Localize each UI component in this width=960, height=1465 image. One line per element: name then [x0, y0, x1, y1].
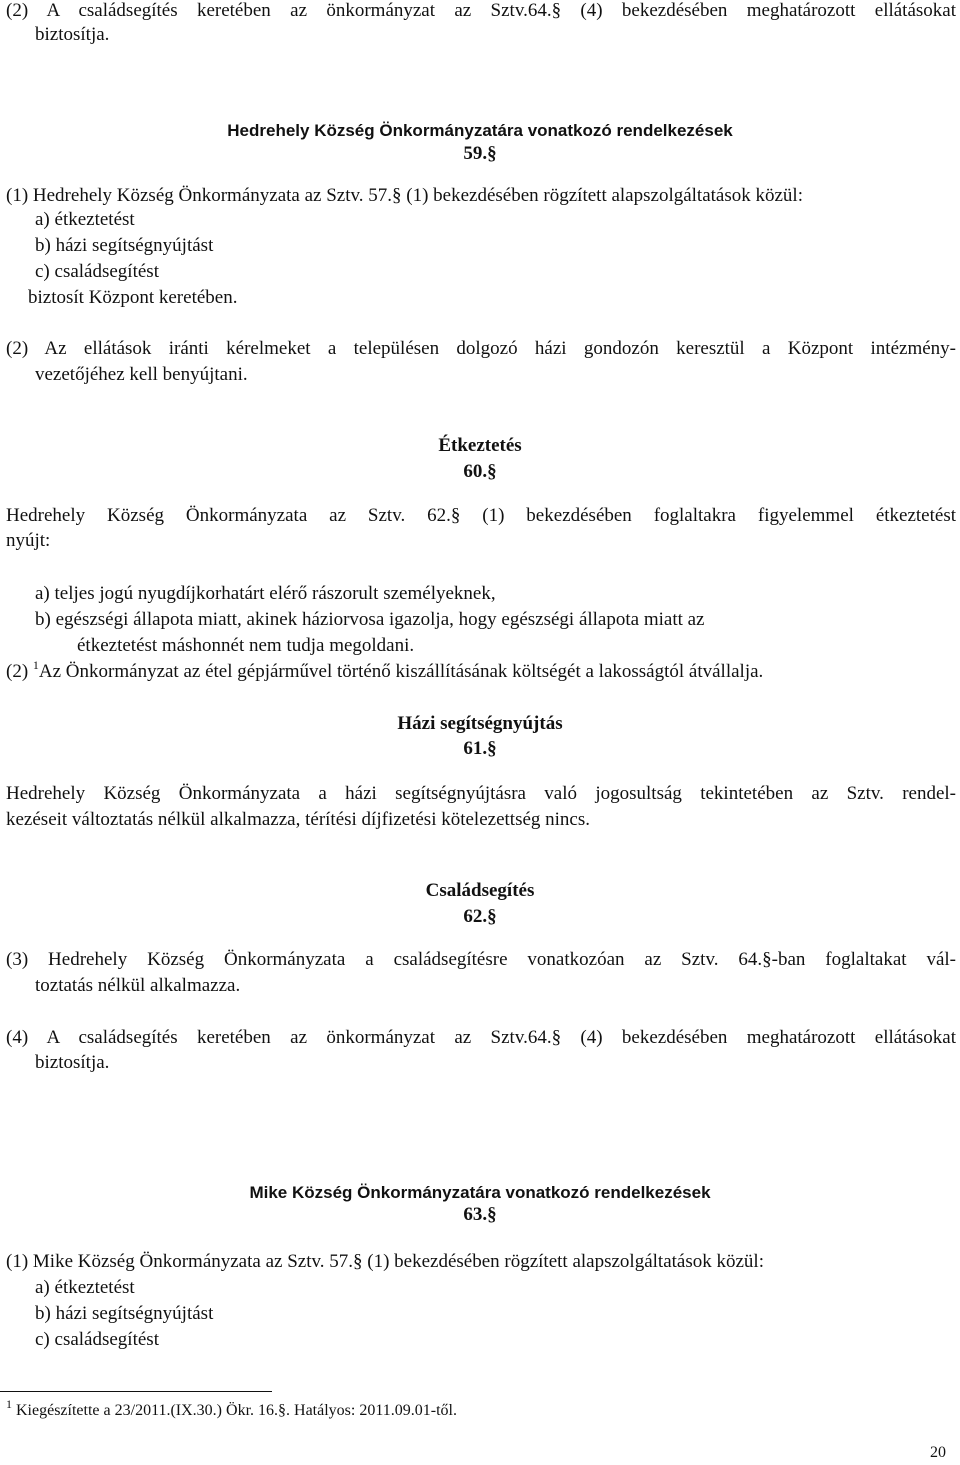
subsection-title: Házi segítségnyújtás	[397, 713, 563, 734]
list-item: b) egészségi állapota miatt, akinek háziorvosa igazolja, hogy egészségi állapota miatt az	[35, 609, 705, 630]
list-item: étkeztetést máshonnét nem tudja megoldani.	[77, 635, 415, 656]
section-heading: Hedrehely Község Önkormányzatára vonatkozó rendelkezések	[227, 121, 733, 140]
list-item: b) házi segítségnyújtást	[35, 235, 214, 256]
footnote-divider	[0, 1391, 272, 1392]
section-number: 63.§	[463, 1204, 497, 1225]
paragraph-line: biztosítja.	[35, 1052, 110, 1073]
footnote-marker: 1	[6, 1396, 12, 1411]
list-item: a) teljes jogú nyugdíjkorhatárt elérő rászorult személyeknek,	[35, 583, 496, 604]
paragraph-line: (1) Mike Község Önkormányzata az Sztv. 57.§ (1) bekezdésében rögzített alapszolgáltatások közül:	[6, 1251, 764, 1272]
page-number: 20	[930, 1444, 946, 1461]
footnote-reference: 1	[32, 657, 39, 672]
paragraph-line: (2) Az ellátások iránti kérelmeket a településen dolgozó házi gondozón keresztül a Központ intézmény-	[6, 338, 956, 359]
paragraph-line: Hedrehely Község Önkormányzata a házi segítségnyújtásra való jogosultság tekintetében az Sztv. rendel-	[6, 783, 956, 804]
footnote	[6, 1396, 457, 1422]
paragraph-line: (4) A családsegítés keretében az önkormányzat az Sztv.64.§ (4) bekezdésében meghatározott ellátásokat	[6, 1027, 956, 1048]
paragraph-line: biztosítja.	[35, 24, 110, 45]
paragraph-line: Hedrehely Község Önkormányzata az Sztv. 62.§ (1) bekezdésében foglaltakra figyelemmel étkeztetést	[6, 505, 956, 526]
list-item: c) családsegítést	[35, 261, 159, 282]
list-item: c) családsegítést	[35, 1329, 159, 1350]
list-item: a) étkeztetést	[35, 1277, 135, 1298]
paragraph-line: toztatás nélkül alkalmazza.	[35, 975, 241, 996]
subsection-title: Családsegítés	[425, 880, 535, 901]
paragraph-line: (2) A családsegítés keretében az önkormányzat az Sztv.64.§ (4) bekezdésében meghatározott ellátásokat	[6, 0, 956, 21]
paragraph-number: (2)	[6, 661, 29, 682]
section-number: 60.§	[463, 461, 497, 482]
paragraph-line: biztosít Központ keretében.	[28, 287, 238, 308]
section-number: 62.§	[463, 906, 497, 927]
section-number: 61.§	[463, 738, 497, 759]
list-item: b) házi segítségnyújtást	[35, 1303, 214, 1324]
paragraph-line: vezetőjéhez kell benyújtani.	[35, 364, 248, 385]
section-heading: Mike Község Önkormányzatára vonatkozó rendelkezések	[249, 1183, 711, 1202]
paragraph-line: kezéseit változtatás nélkül alkalmazza, térítési díjfizetési kötelezettség nincs.	[6, 809, 590, 830]
subsection-title: Étkeztetés	[438, 435, 522, 456]
paragraph-text: Az Önkormányzat az étel gépjárművel történő kiszállításának költségét a lakosságtól átvállalja.	[38, 661, 764, 682]
footnote-text: Kiegészítette a 23/2011.(IX.30.) Ökr. 16.§. Hatályos: 2011.09.01-től.	[16, 1402, 457, 1419]
paragraph-line: nyújt:	[6, 530, 51, 551]
section-number: 59.§	[463, 143, 497, 164]
paragraph-line	[6, 659, 763, 685]
paragraph-line: (1) Hedrehely Község Önkormányzata az Sztv. 57.§ (1) bekezdésében rögzített alapszolgáltatások közül:	[6, 185, 803, 206]
list-item: a) étkeztetést	[35, 209, 135, 230]
paragraph-line: (3) Hedrehely Község Önkormányzata a családsegítésre vonatkozóan az Sztv. 64.§-ban foglaltakat vál-	[6, 949, 956, 970]
